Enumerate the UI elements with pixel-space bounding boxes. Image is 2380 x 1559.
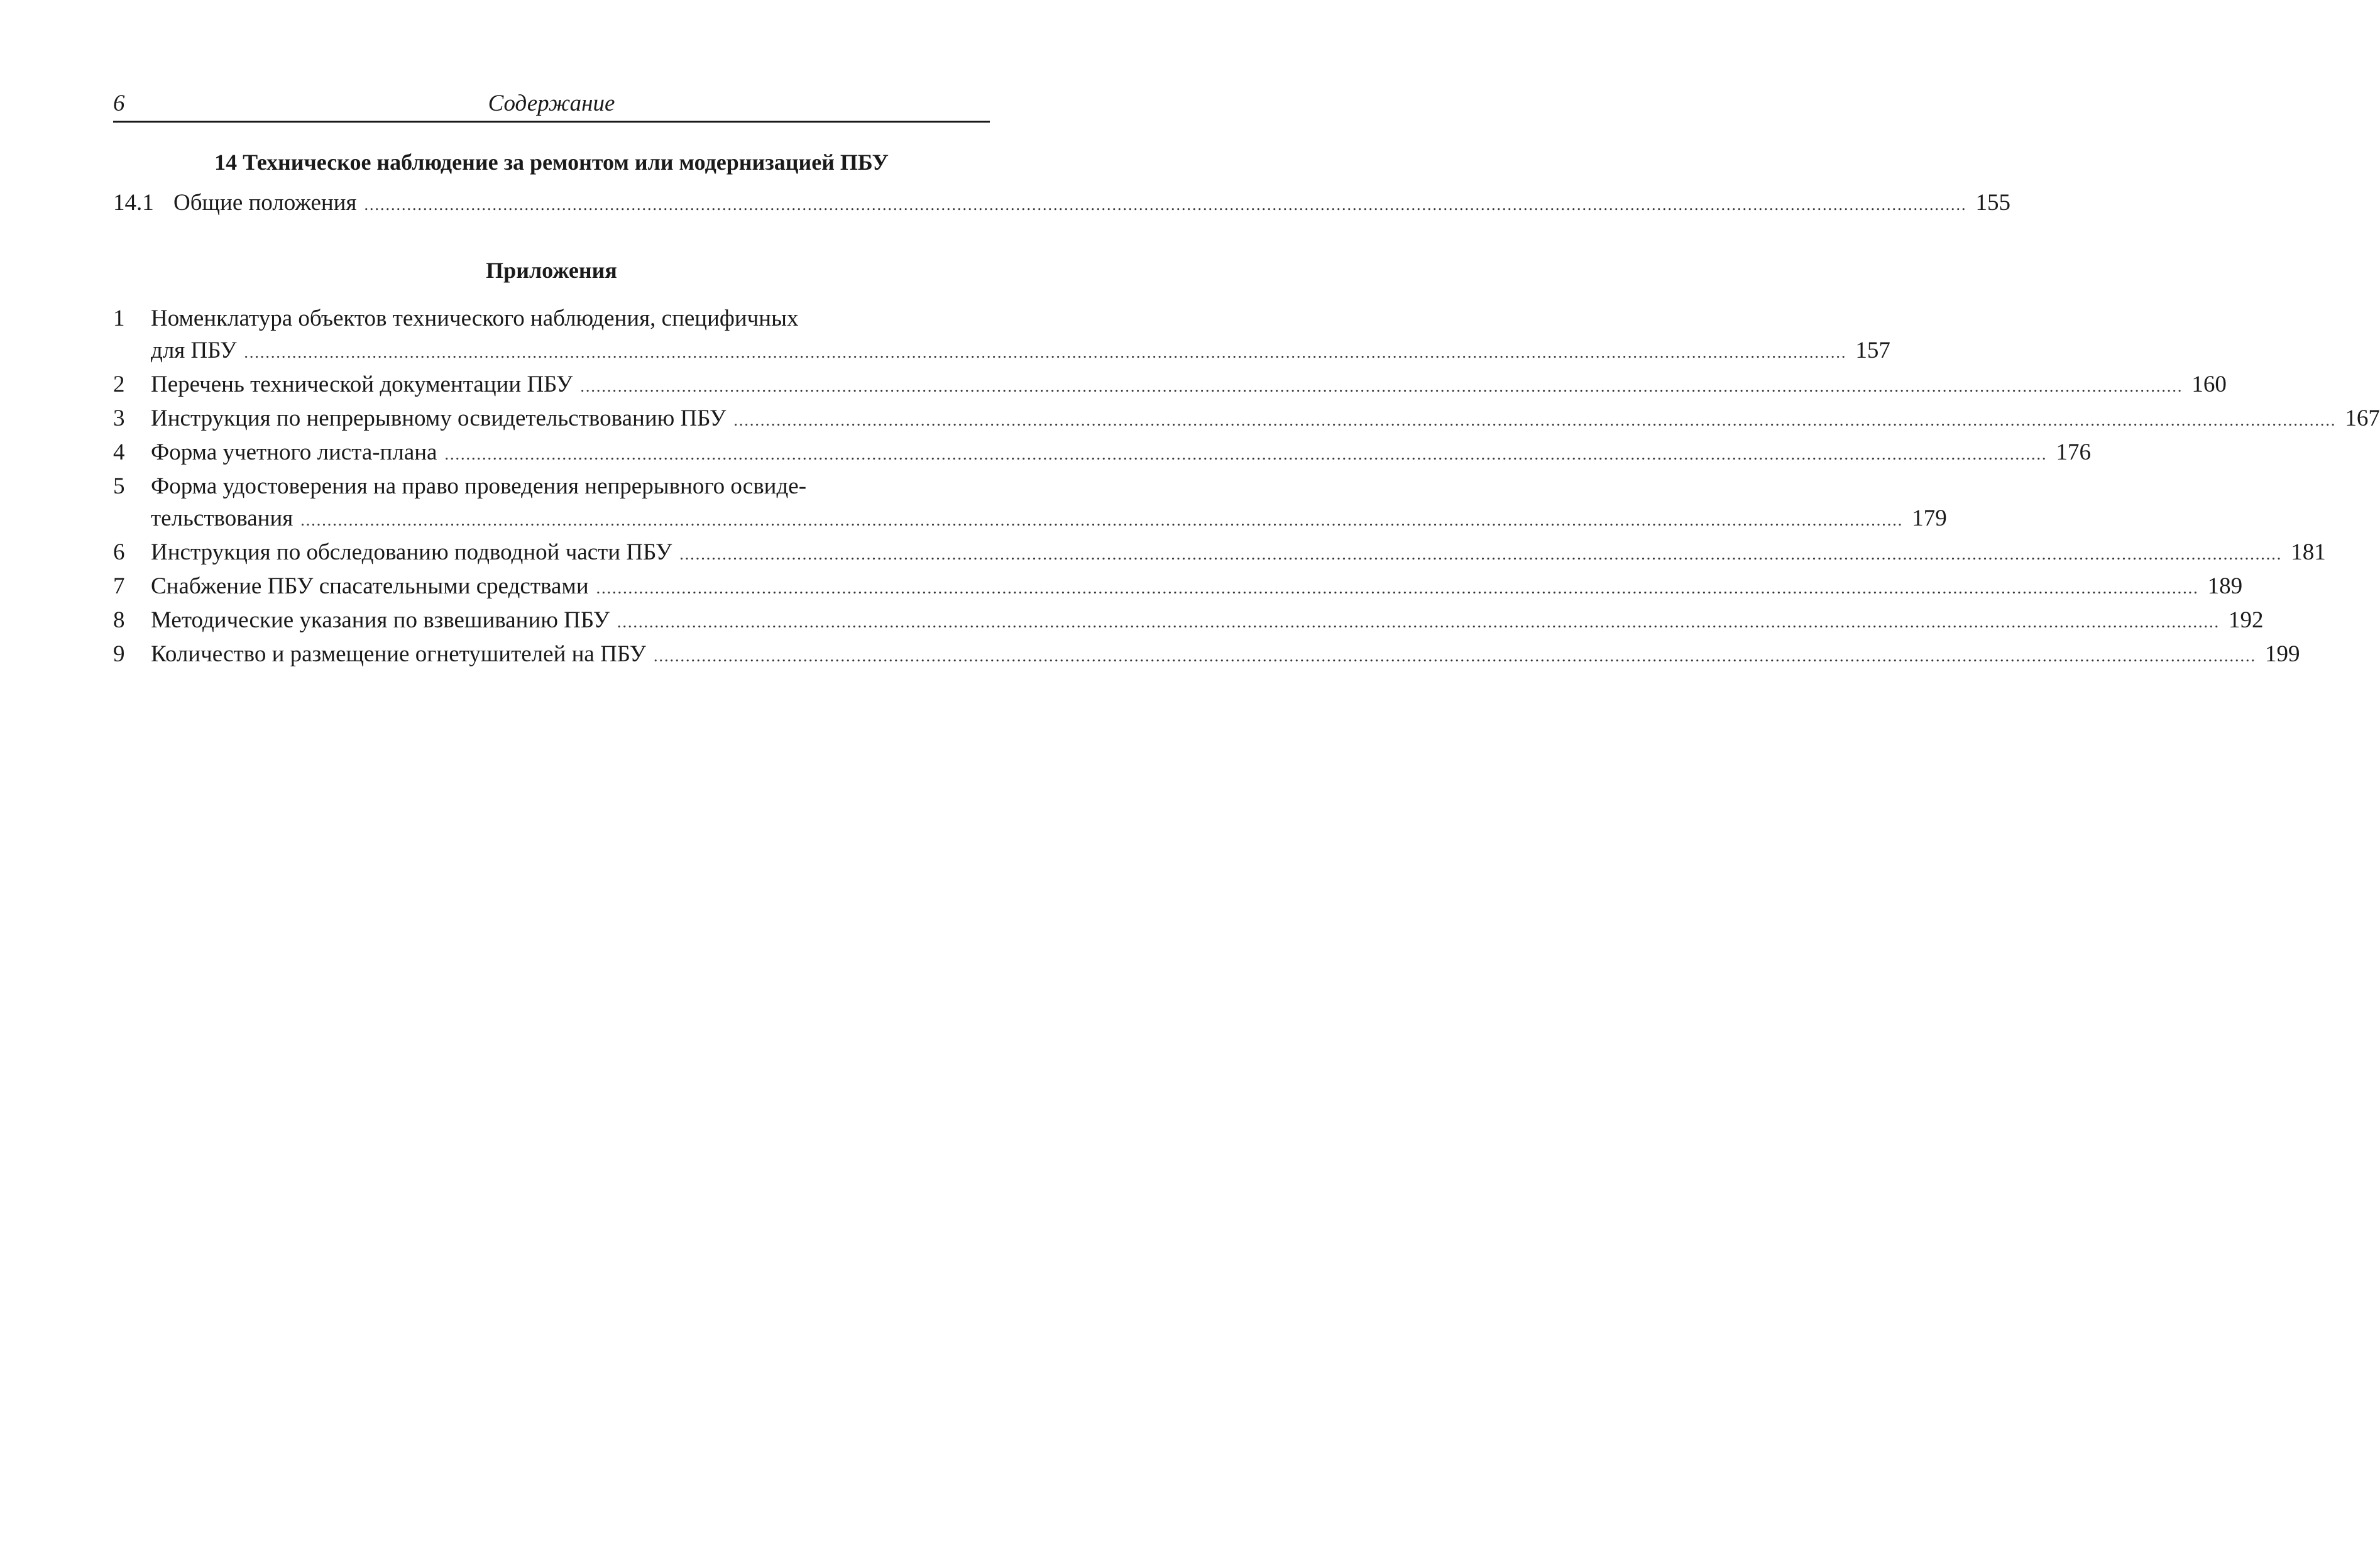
page-number: 6 (113, 91, 125, 116)
toc-entry-number: 3 (113, 405, 125, 431)
dot-leader: ............................................................................................................................................................................................................................................................................................................ (596, 579, 2199, 597)
toc-entry-number: 4 (113, 439, 125, 465)
section-14-toc (113, 187, 2010, 221)
toc-entry-page: 155 (1975, 190, 2010, 216)
dot-leader: ............................................................................................................................................................................................................................................................................................................ (733, 411, 2337, 429)
toc-entry-title: Общие положения (173, 190, 357, 216)
toc-entry-number: 7 (113, 573, 125, 599)
toc-entry-page: 157 (1855, 338, 1890, 363)
dot-leader: ............................................................................................................................................................................................................................................................................................................ (300, 511, 1904, 529)
document-page (113, 88, 2380, 672)
toc-entry-title: Методические указания по взвешиванию ПБУ (151, 607, 610, 633)
toc-entry-appendix-3[interactable] (113, 402, 2380, 436)
toc-entry-page: 176 (2056, 439, 2091, 465)
toc-entry-title: Инструкция по обследованию подводной части ПБУ (151, 539, 672, 565)
dot-leader: ............................................................................................................................................................................................................................................................................................................ (244, 343, 1847, 361)
toc-entry-appendix-1[interactable] (113, 302, 1890, 368)
toc-entry-appendix-2[interactable] (113, 368, 2227, 402)
toc-entry-number: 6 (113, 539, 125, 565)
toc-entry-appendix-5[interactable] (113, 470, 1947, 536)
appendices-toc (113, 302, 2380, 672)
toc-entry-page: 181 (2291, 539, 2326, 565)
dot-leader: ............................................................................................................................................................................................................................................................................................................ (679, 545, 2283, 563)
toc-entry-title: Форма учетного листа-плана (151, 439, 437, 465)
toc-entry-number: 14.1 (113, 190, 154, 216)
toc-entry-number: 9 (113, 641, 125, 667)
toc-entry-page: 199 (2264, 641, 2300, 667)
toc-entry-page: 179 (1912, 505, 1947, 531)
toc-entry-title-continued: для ПБУ (151, 338, 237, 363)
toc-entry-title-continued: тельствования (151, 505, 293, 531)
dot-leader: ............................................................................................................................................................................................................................................................................................................ (617, 613, 2220, 631)
toc-entry-appendix-7[interactable] (113, 570, 2243, 604)
toc-entry-appendix-4[interactable] (113, 436, 2091, 470)
dot-leader: ............................................................................................................................................................................................................................................................................................................ (364, 196, 1967, 214)
dot-leader: ............................................................................................................................................................................................................................................................................................................ (653, 647, 2256, 665)
toc-entry-page: 189 (2207, 573, 2243, 599)
running-head-title: Содержание (488, 91, 615, 116)
running-head (113, 88, 990, 123)
section-14-heading: 14 Техническое наблюдение за ремонтом или модернизацией ПБУ (214, 150, 889, 175)
toc-entry-appendix-8[interactable] (113, 604, 2264, 638)
toc-entry-title: Форма удостоверения на право проведения непрерывного освиде- (151, 473, 807, 499)
toc-entry-number: 5 (113, 473, 125, 499)
toc-entry-title: Номенклатура объектов технического наблюдения, специфичных (151, 306, 799, 331)
toc-entry-page: 167 (2345, 405, 2380, 431)
dot-leader: ............................................................................................................................................................................................................................................................................................................ (444, 445, 2048, 463)
toc-entry-page: 160 (2191, 372, 2227, 397)
toc-entry-title: Перечень технической документации ПБУ (151, 372, 573, 397)
toc-entry-title: Снабжение ПБУ спасательными средствами (151, 573, 589, 599)
toc-entry-number: 1 (113, 306, 125, 331)
toc-entry-number: 8 (113, 607, 125, 633)
toc-entry-14-1[interactable] (113, 187, 2010, 221)
toc-entry-title: Количество и размещение огнетушителей на ПБУ (151, 641, 646, 667)
dot-leader: ............................................................................................................................................................................................................................................................................................................ (580, 377, 2183, 395)
toc-entry-title: Инструкция по непрерывному освидетельствованию ПБУ (151, 405, 727, 431)
toc-entry-appendix-9[interactable] (113, 638, 2300, 672)
toc-entry-number: 2 (113, 372, 125, 397)
toc-entry-appendix-6[interactable] (113, 536, 2326, 570)
appendices-heading: Приложения (486, 258, 617, 283)
toc-entry-page: 192 (2229, 607, 2264, 633)
